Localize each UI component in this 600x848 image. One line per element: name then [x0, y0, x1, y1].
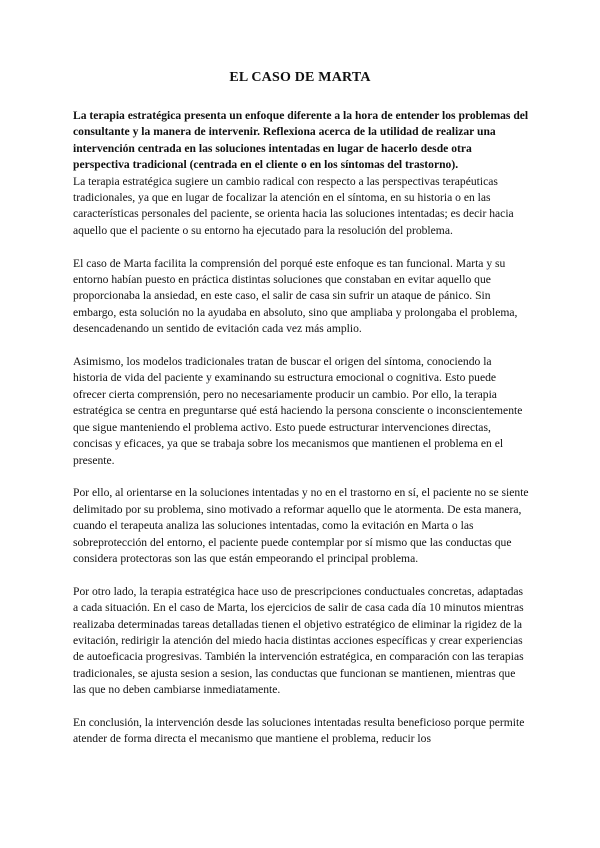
- paragraph: Por ello, al orientarse en la soluciones intentadas y no en el trastorno en sí, el paciente no se siente delimitado por su problema, sino motivado a reformar aquello que le atormenta. De esta manera, cuando el terapeuta analiza las soluciones intentadas, como la evitación en Marta o las sobreprotección del entorno, el paciente puede contemplar por sí mismo que las conductas que considera protectoras son las que están empeorando el principal problema.: [73, 486, 529, 565]
- document-body: [73, 108, 529, 764]
- paragraph: En conclusión, la intervención desde las soluciones intentadas resulta beneficioso porque permite atender de forma directa el mecanismo que mantiene el problema, reducir los: [73, 715, 525, 746]
- document-title: EL CASO DE MARTA: [229, 70, 371, 85]
- paragraph: El caso de Marta facilita la comprensión del porqué este enfoque es tan funcional. Marta y su entorno habían puesto en práctica distintas soluciones que constaban en evitar aquello que proporcionaba la ansiedad, en este caso, el salir de casa sin sufrir un ataque de pánico. Sin embargo, esta solución no la ayudaba en absoluto, sino que ampliaba y prolongaba el problema, desencadenando un sentido de evitación cada vez más amplio.: [73, 256, 518, 336]
- paragraph: Por otro lado, la terapia estratégica hace uso de prescripciones conductuales concretas, adaptadas a cada situación. En el caso de Marta, los ejercicios de salir de casa cada día 10 minutos mientras realizaba determinadas tareas detalladas tienen el objetivo estratégico de eliminar la rigidez de la evitación, redirigir la atención del miedo hacia distintas acciones específicas y crear experiencias de autoeficacia progresivas. También la intervención estratégica, en comparación con las terapias tradicionales, se ajusta sesion a sesion, las conductas que funcionan se mantienen, mientras que las que no deben cambiarse inmediatamente.: [73, 584, 524, 697]
- paragraph: Asimismo, los modelos tradicionales tratan de buscar el origen del síntoma, conociendo la historia de vida del paciente y examinando su estructura emocional o cognitiva. Esto puede ofrecer cierta comprensión, pero no necesariamente producir un cambio. Por ello, la terapia estratégica se centra en preguntarse qué está haciendo la persona consciente o inconscientemente que sigue manteniendo el problema activo. Esto puede estructurar intervenciones directas, concisas y eficaces, ya que se trabaja sobre los mecanismos que mantienen el problema en el presente.: [73, 355, 523, 467]
- paragraph: La terapia estratégica sugiere un cambio radical con respecto a las perspectivas terapéuticas tradicionales, ya que en lugar de focalizar la atención en el síntoma, en su historia o en las características personales del paciente, se orienta hacia las soluciones intentadas; es decir hacia aquello que el paciente o su entorno ha ejecutado para la resolución del problema.: [73, 174, 514, 237]
- assignment-prompt: La terapia estratégica presenta un enfoque diferente a la hora de entender los problemas del consultante y la manera de intervenir. Reflexiona acerca de la utilidad de realizar una intervención centrada en las soluciones intentadas en lugar de hacerlo desde otra perspectiva tradicional (centrada en el cliente o en los síntomas del trastorno).: [73, 109, 529, 172]
